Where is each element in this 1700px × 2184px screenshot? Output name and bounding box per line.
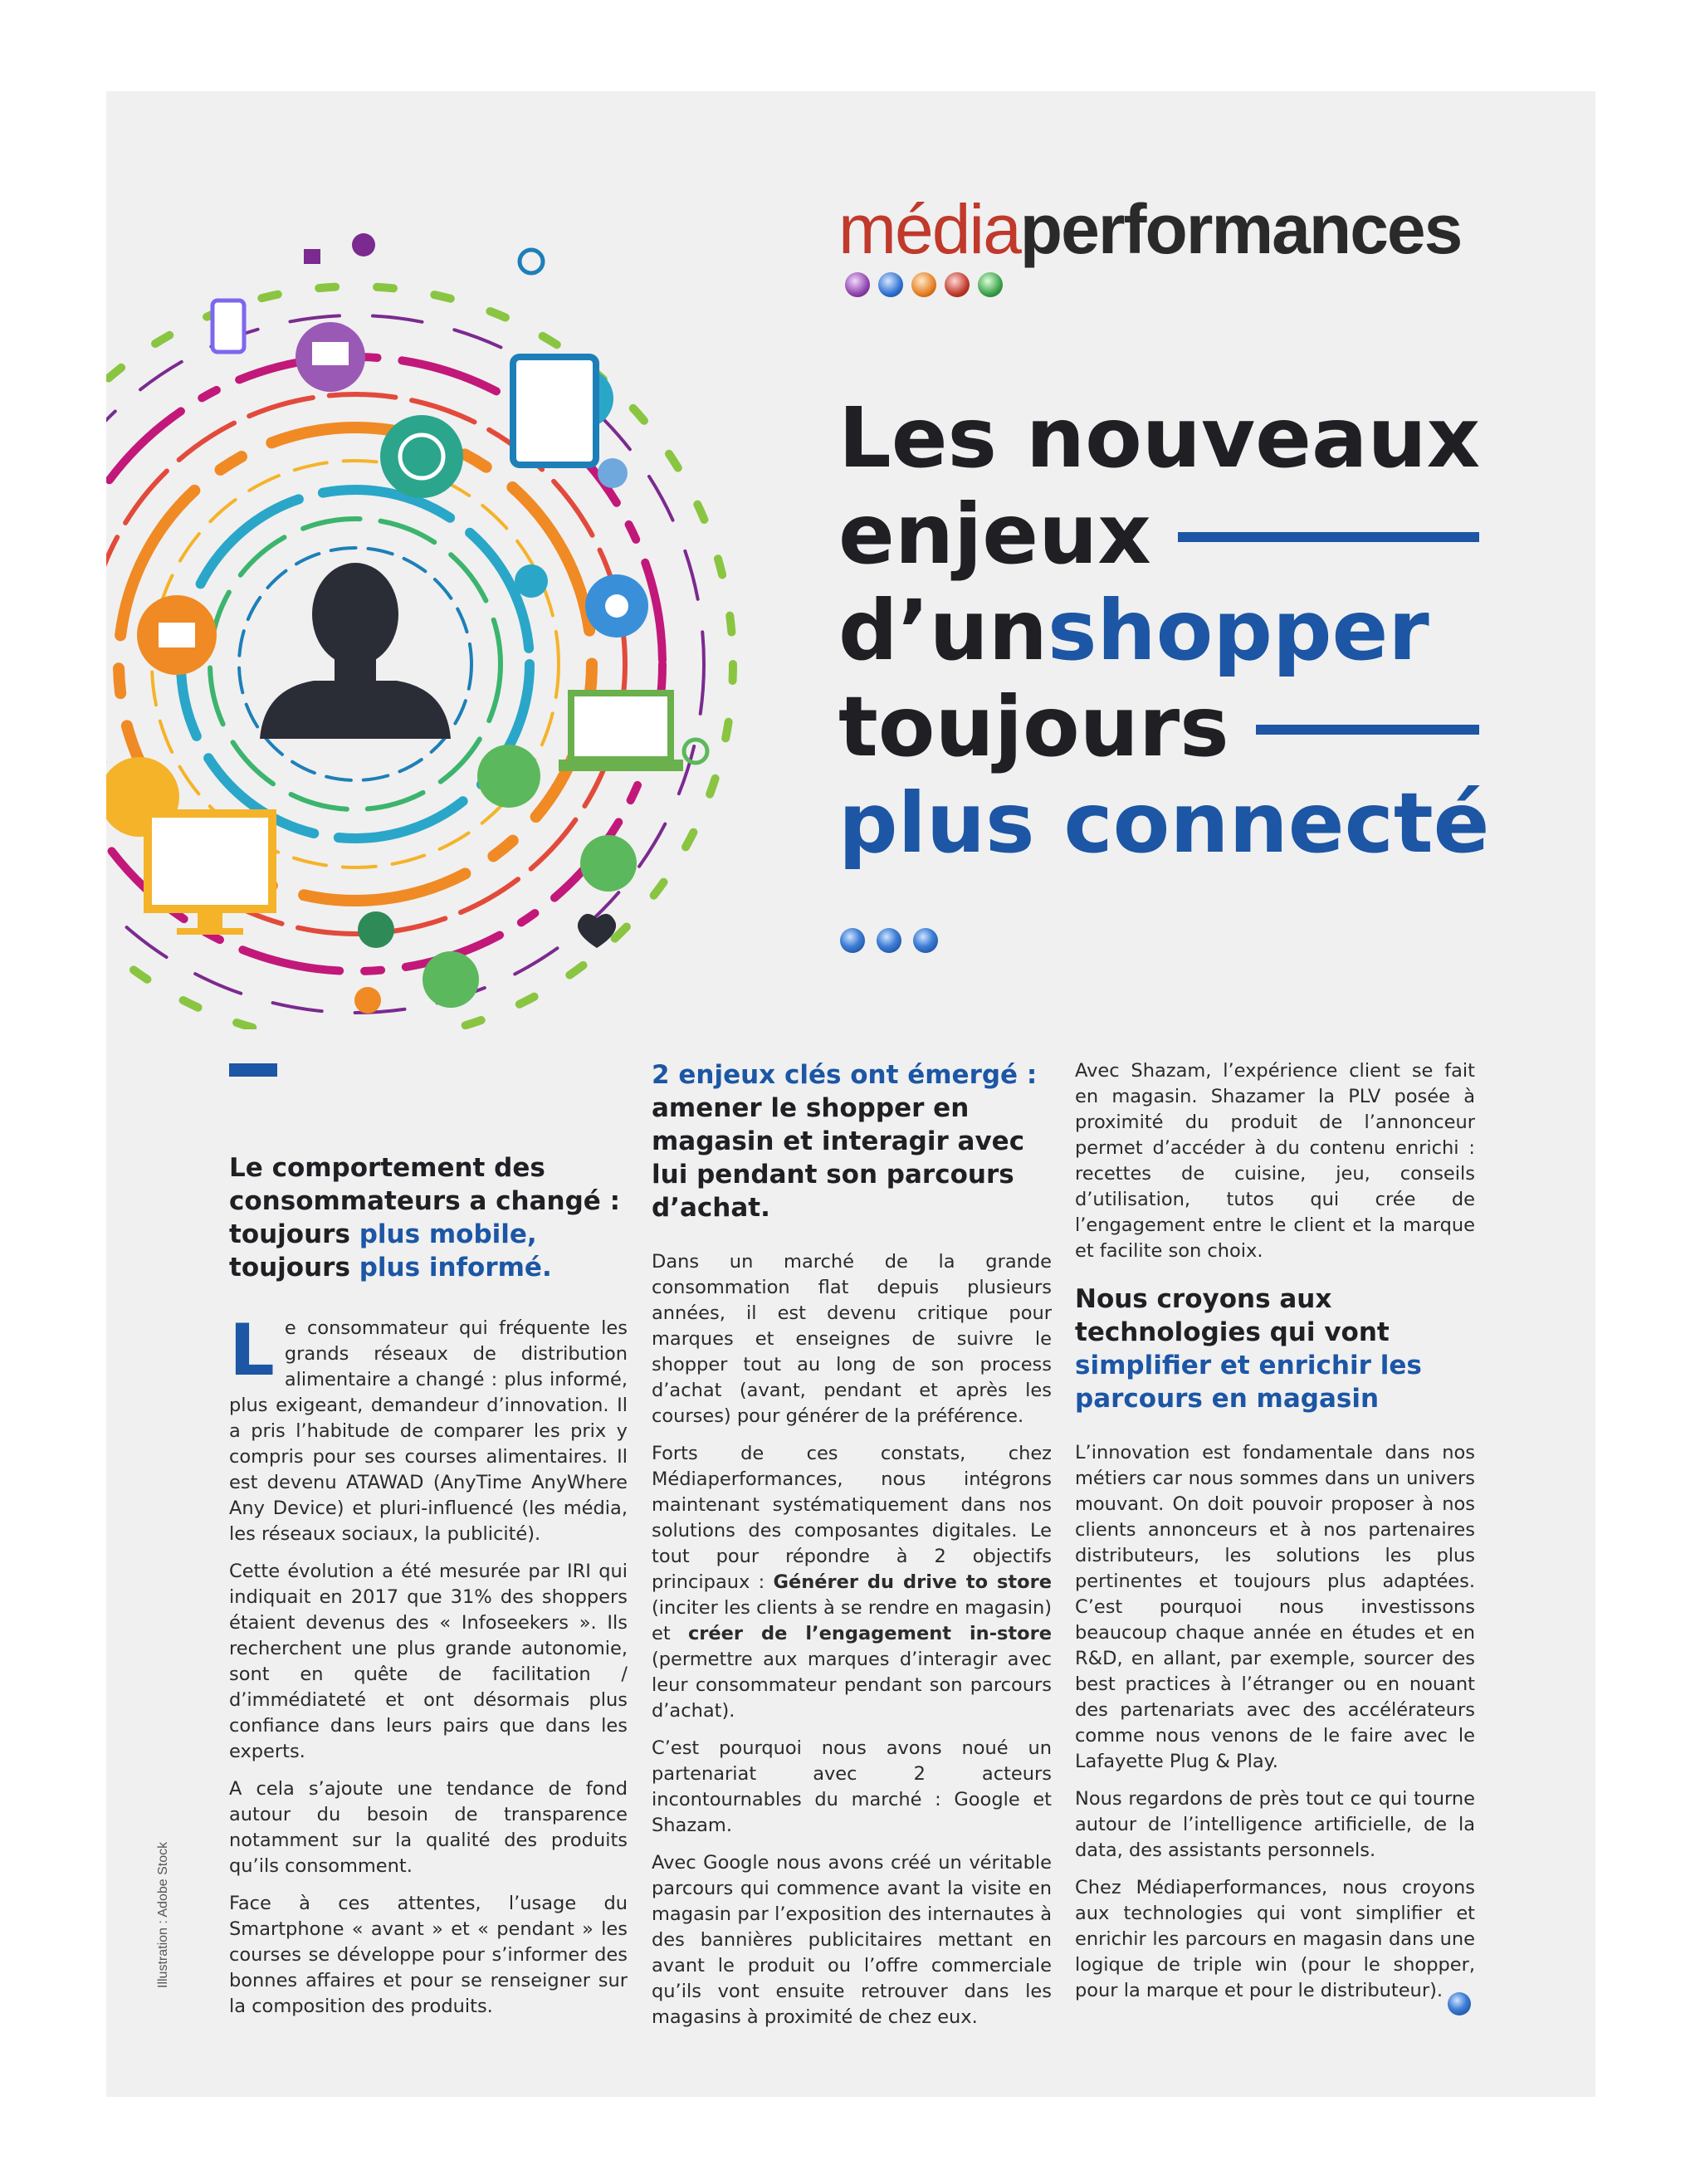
monitor-icon	[148, 814, 272, 909]
title-dot	[840, 928, 865, 953]
paragraph-text: e consommateur qui fréquente les grands réseaux de distribution alimentaire a changé : plus informé, plus exigeant, demandeur d’innovation. Il a pris l’habitude de comparer les prix y compris pour ses courses alimentaires. Il est devenu ATAWAD (AnyTime AnyWhere Any Device) et pluri-influencé (les média, les réseaux sociaux, la publicité).	[229, 1317, 628, 1545]
paragraph: Cette évolution a été mesurée par IRI qui indiquait en 2017 que 31% des shoppers étaient devenus des « Infoseekers ». Ils recherchent une plus grande autonomie, sont en quête de facilitation / d’immédiateté et ont désormais plus confiance dans leurs pairs que dans les experts.	[229, 1561, 628, 1762]
person-silhouette-icon	[260, 563, 451, 739]
column-3	[1075, 1058, 1475, 2015]
lock-icon	[304, 249, 320, 264]
paragraph: A cela s’ajoute une tendance de fond autour du besoin de transparence notamment sur la qualité des produits qu’ils consomment.	[229, 1778, 628, 1877]
paragraph-text: Forts de ces constats, chez Médiaperformances, nous intégrons maintenant systématiquement dans nos solutions des composantes digitales. Le tout pour répondre à 2 objectifs principaux :	[652, 1443, 1052, 1593]
title-line-5	[838, 774, 1490, 872]
title-line-1-text: Les nouveaux	[838, 389, 1481, 486]
flower-gear-icon	[358, 911, 394, 948]
title-line-4	[838, 679, 1479, 775]
logo-media: média	[838, 190, 1020, 268]
magnifier-icon	[684, 740, 707, 763]
column-1-heading-b: plus mobile,	[359, 1219, 537, 1249]
title-shopper: shopper	[1047, 582, 1429, 679]
chat-bubble-icon	[580, 835, 637, 892]
title-line-2-text: enjeux	[838, 486, 1151, 583]
paragraph: Face à ces attentes, l’usage du Smartphone « avant » et « pendant » les courses se développe pour s’informer des bonnes affaires et pour se renseigner sur la composition des produits.	[229, 1893, 628, 2017]
logo-ball-red	[945, 272, 970, 297]
group-icon	[598, 458, 628, 488]
connected-shopper-illustration	[106, 199, 737, 1029]
globe-bubble-icon	[380, 415, 463, 498]
column-1-heading-d: plus informé.	[359, 1253, 552, 1283]
illustration-credit: Illustration : Adobe Stock	[156, 1841, 170, 1988]
laptop-icon	[571, 693, 671, 760]
paragraph: Dans un marché de la grande consommation flat depuis plusieurs années, il est devenu critique pour marques et enseignes de suivre le shopper tout au long de son process d’achat (avant, pendant et après les courses) pour générer de la préférence.	[652, 1251, 1052, 1427]
column-1-heading-a: Le comportement des consommateurs a changé : toujours	[229, 1153, 621, 1249]
title-dot	[877, 928, 901, 953]
logo-ball-blue	[878, 272, 903, 297]
paragraph	[229, 1309, 628, 1547]
column-3-heading-a: Nous croyons aux technologies qui vont	[1075, 1284, 1390, 1347]
column-2-heading-b: amener le shopper en magasin et interagir avec lui pendant son parcours d’achat.	[652, 1093, 1025, 1223]
logo-ball-orange	[911, 272, 936, 297]
column-1	[229, 1058, 628, 2031]
title-dot	[913, 928, 938, 953]
title-line-4-text: toujours	[838, 678, 1229, 775]
title-line-5-text: plus connecté	[838, 774, 1490, 872]
logo-performances: performances	[1019, 190, 1462, 268]
column-1-heading	[229, 1151, 628, 1284]
logo-wordmark	[838, 189, 1461, 270]
logo-ball-green	[978, 272, 1003, 297]
paragraph	[652, 1441, 1052, 1724]
end-mark-dot	[1448, 1992, 1471, 2015]
title-rule	[1178, 532, 1479, 542]
column-3-heading	[1075, 1283, 1475, 1415]
dropcap: L	[229, 1309, 275, 1392]
logo-ball-purple	[845, 272, 870, 297]
logo-dots	[845, 272, 1003, 297]
tablet-icon	[513, 357, 596, 465]
pin-icon	[515, 564, 548, 598]
paragraph-text: (permettre aux marques d’interagir avec leur consommateur pendant son parcours d’achat).	[652, 1649, 1052, 1722]
column-1-heading-c: toujours	[229, 1253, 359, 1283]
paragraph: L’innovation est fondamentale dans nos métiers car nous sommes dans un univers mouvant. On doit pouvoir proposer à nos clients annonceurs et à nos partenaires distributeurs, les solutions les plus pertinentes et toujours plus adaptées. C’est pourquoi nous investissons beaucoup chaque année en études et en R&D, en allant, par exemple, sourcer des best practices à l’étranger ou en nouant des partenariats avec des accélérateurs comme nous venons de le faire avec le Lafayette Plug & Play.	[1075, 1442, 1475, 1772]
title-line-2	[838, 486, 1479, 583]
paragraph: C’est pourquoi nous avons noué un partenariat avec 2 acteurs incontournables du marché : Google et Shazam.	[652, 1737, 1052, 1836]
title-rule	[1256, 725, 1479, 735]
paragraph: Avec Shazam, l’expérience client se fait en magasin. Shazamer la PLV posée à proximité du produit de l’annonceur permet d’accéder à du contenu enrichi : recettes de cuisine, jeu, conseils d’utilisation, tutos qui crée de l’engagement entre le client et la marque et facilite son choix.	[1075, 1060, 1475, 1262]
title-line-3	[838, 583, 1479, 679]
column-3-heading-b: simplifier et enrichir les parcours en magasin	[1075, 1351, 1422, 1414]
paragraph: Nous regardons de près tout ce qui tourne autour de l’intelligence artificielle, de la data, des assistants personnels.	[1075, 1788, 1475, 1861]
title-line-1	[838, 390, 1479, 486]
paragraph-text: (inciter les clients à se rendre en magasin) et	[652, 1597, 1052, 1644]
column-2-heading	[652, 1058, 1052, 1224]
heart-icon	[578, 914, 616, 948]
paragraph: Chez Médiaperformances, nous croyons aux technologies qui vont simplifier et enrichir les parcours en magasin dans une logique de triple win (pour le shopper, pour la marque et pour le distributeur).	[1075, 1877, 1475, 2001]
title-dots	[840, 928, 938, 953]
phone-icon	[212, 300, 244, 352]
mediaperformances-logo	[838, 189, 1486, 305]
article-title	[838, 389, 1490, 872]
search-icon	[520, 250, 543, 273]
paragraph: Avec Google nous avons créé un véritable parcours qui commence avant la visite en magasin par l’exposition des internautes à des bannières publicitaires mettant en avant le produit ou l’offre commerciale qu’ils vont ensuite retrouver dans les magasins à proximité de chez eux.	[652, 1852, 1052, 2028]
shopping-bag-bubble-icon	[477, 745, 540, 808]
bold-text: créer de l’engagement in-store	[687, 1623, 1052, 1644]
title-line-3-text: d’un	[838, 582, 1048, 679]
people-icon	[354, 987, 381, 1014]
column-2	[652, 1058, 1052, 2042]
settings-icon	[352, 233, 375, 257]
accent-bar	[229, 1063, 277, 1077]
cloud-bubble-icon	[423, 951, 479, 1008]
bold-text: Générer du drive to store	[773, 1571, 1052, 1593]
column-2-heading-a: 2 enjeux clés ont émergé :	[652, 1060, 1038, 1090]
